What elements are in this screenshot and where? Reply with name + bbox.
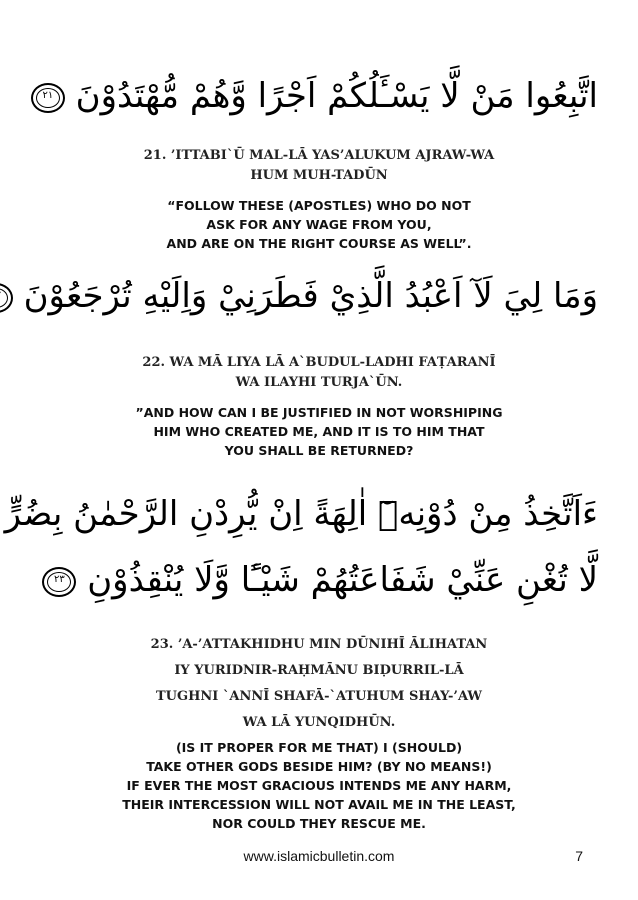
verse-23-arabic-line-2 bbox=[40, 558, 598, 602]
verse-end-marker-icon: ٢١ bbox=[31, 83, 65, 113]
verse-23-arabic-line-1 bbox=[4, 492, 598, 536]
verse-21-transliteration: 21. ’ITTABI`Ū MAL-LĀ YAS’ALUKUM AJRAW-WA HUM MUH-TADŪN bbox=[143, 148, 495, 183]
verse-23-arabic-text-2: لَّا تُغْنِ عَنِّيْ شَفَاعَتُهُمْ شَيْـًٔا وَّلَا يُنْقِذُوْنِ bbox=[87, 560, 598, 600]
verse-22-arabic bbox=[23, 274, 598, 318]
verse-21-arabic-text: اتَّبِعُوا مَنْ لَّا يَسْـَٔلُكُمْ اَجْرًا وَّهُمْ مُّهْتَدُوْنَ bbox=[75, 76, 598, 116]
verse-21-arabic bbox=[40, 74, 598, 118]
verse-22-transliteration: 22. WA MĀ LIYA LĀ A`BUDUL-LADHI FAṬARANĪ WA ILAYHI TURJA`ŪN. bbox=[142, 355, 496, 390]
page-number: 7 bbox=[575, 848, 583, 864]
verse-22-arabic-text: وَمَا لِيَ لَآ اَعْبُدُ الَّذِيْ فَطَرَنِيْ وَاِلَيْهِ تُرْجَعُوْنَ bbox=[23, 276, 598, 316]
verse-21-translation: “FOLLOW THESE (APOSTLES) WHO DO NOT ASK FOR ANY WAGE FROM YOU, AND ARE ON THE RIGHT COURSE AS WELL”. bbox=[166, 198, 472, 251]
verse-end-marker-icon: ٢٣ bbox=[42, 567, 76, 597]
verse-23-translation: (IS IT PROPER FOR ME THAT) I (SHOULD) TAKE OTHER GODS BESIDE HIM? (BY NO MEANS!) IF EVER THE MOST GRACIOUS INTENDS ME ANY HARM, THEIR INTERCESSION WILL NOT AVAIL ME IN THE LEAST, NOR COULD THEY RESCUE ME. bbox=[122, 740, 516, 831]
footer-url: www.islamicbulletin.com bbox=[243, 848, 395, 864]
verse-22-translation: ”AND HOW CAN I BE JUSTIFIED IN NOT WORSHIPING HIM WHO CREATED ME, AND IT IS TO HIM THAT YOU SHALL BE RETURNED? bbox=[135, 405, 503, 458]
verse-end-marker-icon bbox=[0, 283, 13, 313]
verse-23-transliteration: 23. ’A-’ATTAKHIDHU MIN DŪNIHĪ ĀLIHATAN IY YURIDNIR-RAḤMĀNU BIḌURRIL-LĀ TUGHNI `ANNĪ SHAFĀ-`ATUHUM SHAY-’AW WA LĀ YUNQIDHŪN. bbox=[150, 637, 488, 730]
verse-23-arabic-text-1: ءَاَتَّخِذُ مِنْ دُوْنِهٖٓ اٰلِهَةً اِنْ يُّرِدْنِ الرَّحْمٰنُ بِضُرٍّ bbox=[4, 494, 598, 534]
